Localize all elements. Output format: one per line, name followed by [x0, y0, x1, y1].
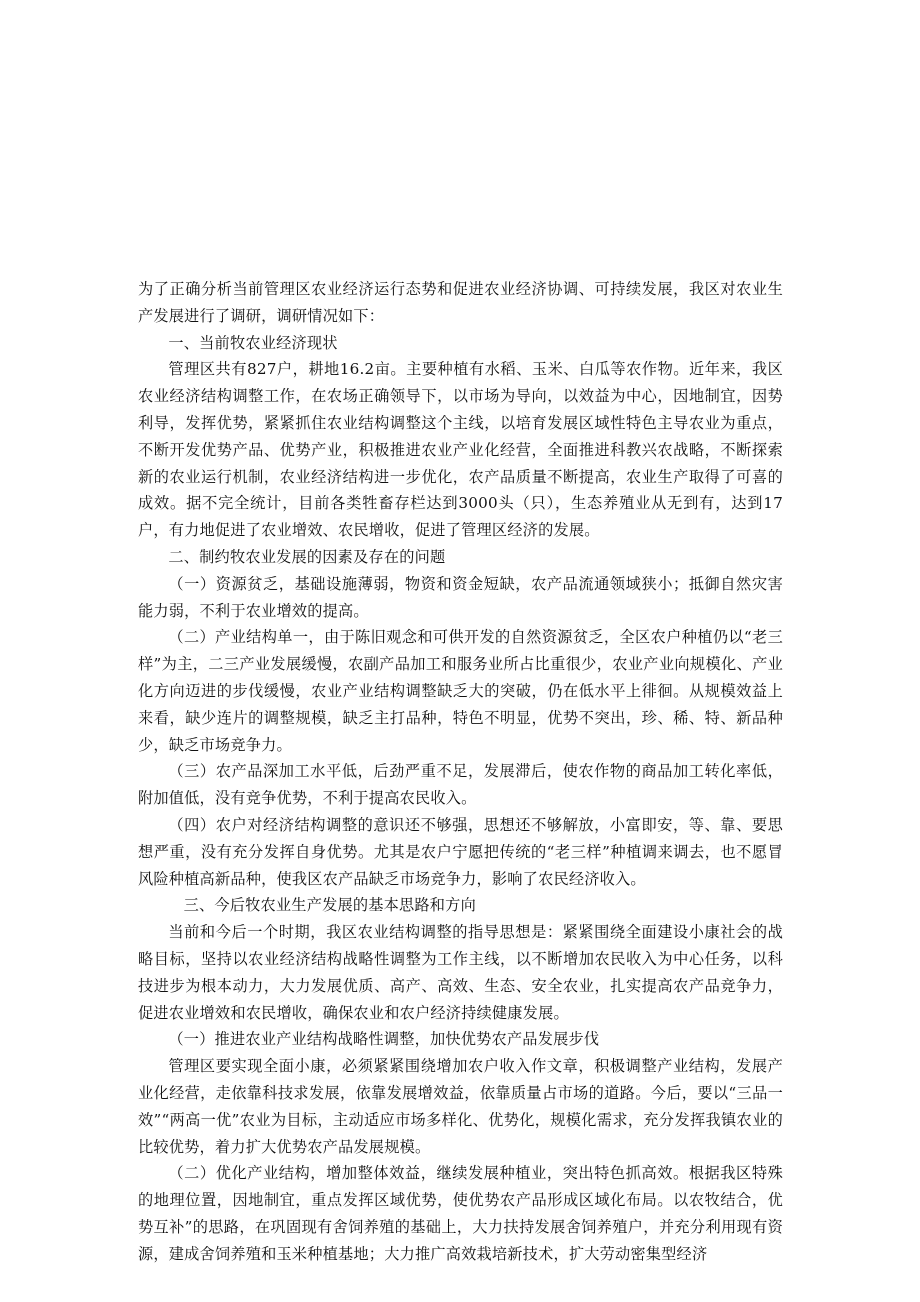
- body-paragraph: （三）农产品深加工水平低，后劲严重不足，发展滞后，使农作物的商品加工转化率低，附加值低，没有竞争优势，不利于提高农民收入。: [138, 762, 783, 808]
- section-heading-2: 二、制约牧农业发展的因素及存在的问题: [168, 547, 446, 566]
- body-paragraph: （一）资源贫乏，基础设施薄弱，物资和资金短缺，农产品流通领域狭小；抵御自然灾害能力弱，不利于农业增效的提高。: [138, 574, 783, 620]
- intro-paragraph: 为了正确分析当前管理区农业经济运行态势和促进农业经济协调、可持续发展，我区对农业生产发展进行了调研，调研情况如下：: [138, 280, 783, 325]
- document-body: [138, 276, 783, 1267]
- subsection-heading: （一）推进农业产业结构战略性调整，加快优势农产品发展步伐: [168, 1030, 600, 1049]
- body-paragraph: （四）农户对经济结构调整的意识还不够强，思想还不够解放，小富即安，等、靠、要思想严重，没有充分发挥自身优势。尤其是农户宁愿把传统的“老三样”种植调来调去，也不愿冒风险种植高新品种，使我区农产品缺乏市场竞争力，影响了农民经济收入。: [138, 815, 783, 888]
- body-paragraph: 管理区要实现全面小康，必须紧紧围绕增加农户收入作文章，积极调整产业结构，发展产业化经营，走依靠科技求发展，依靠发展增效益，依靠质量占市场的道路。今后，要以“三品一效”“两高一优”农业为目标，主动适应市场多样化、优势化，规模化需求，充分发挥我镇农业的比较优势，着力扩大优势农产品发展规模。: [138, 1057, 783, 1156]
- section-heading-1: 一、当前牧农业经济现状: [168, 333, 338, 352]
- section-heading-3: 三、今后牧农业生产发展的基本思路和方向: [183, 896, 476, 915]
- body-paragraph: 管理区共有827户，耕地16.2亩。主要种植有水稻、玉米、白瓜等农作物。近年来，我区农业经济结构调整工作，在农场正确领导下，以市场为导向，以效益为中心，因地制宜，因势利导，发挥优势，紧紧抓住农业结构调整这个主线，以培育发展区域性特色主导农业为重点，不断开发优势产品、优势产业，积极推进农业产业化经营，全面推进科教兴农战略，不断探索新的农业运行机制，农业经济结构进一步优化，农产品质量不断提高，农业生产取得了可喜的成效。据不完全统计，目前各类牲畜存栏达到3000头（只），生态养殖业从无到有，达到17户，有力地促进了农业增效、农民增收，促进了管理区经济的发展。: [138, 360, 783, 540]
- body-paragraph: （二）产业结构单一，由于陈旧观念和可供开发的自然资源贫乏，全区农户种植仍以“老三样”为主，二三产业发展缓慢，农副产品加工和服务业所占比重很少，农业产业向规模化、产业化方向迈进的步伐缓慢，农业产业结构调整缺乏大的突破，仍在低水平上徘徊。从规模效益上来看，缺少连片的调整规模，缺乏主打品种，特色不明显，优势不突出，珍、稀、特、新品种少，缺乏市场竞争力。: [138, 628, 783, 754]
- body-paragraph: 当前和今后一个时期，我区农业结构调整的指导思想是：紧紧围绕全面建设小康社会的战略目标，坚持以农业经济结构战略性调整为工作主线，以不断增加农民收入为中心任务，以科技进步为根本动力，大力发展优质、高产、高效、生态、安全农业，扎实提高农产品竞争力，促进农业增效和农民增收，确保农业和农户经济持续健康发展。: [138, 923, 783, 1022]
- body-paragraph: （二）优化产业结构，增加整体效益，继续发展种植业，突出特色抓高效。根据我区特殊的地理位置，因地制宜，重点发挥区域优势，使优势农产品形成区域化布局。以农牧结合，优势互补”的思路，在巩固现有舍饲养殖的基础上，大力扶持发展舍饲养殖户，并充分利用现有资源，建成舍饲养殖和玉米种植基地；大力推广高效栽培新技术，扩大劳动密集型经济: [138, 1164, 783, 1263]
